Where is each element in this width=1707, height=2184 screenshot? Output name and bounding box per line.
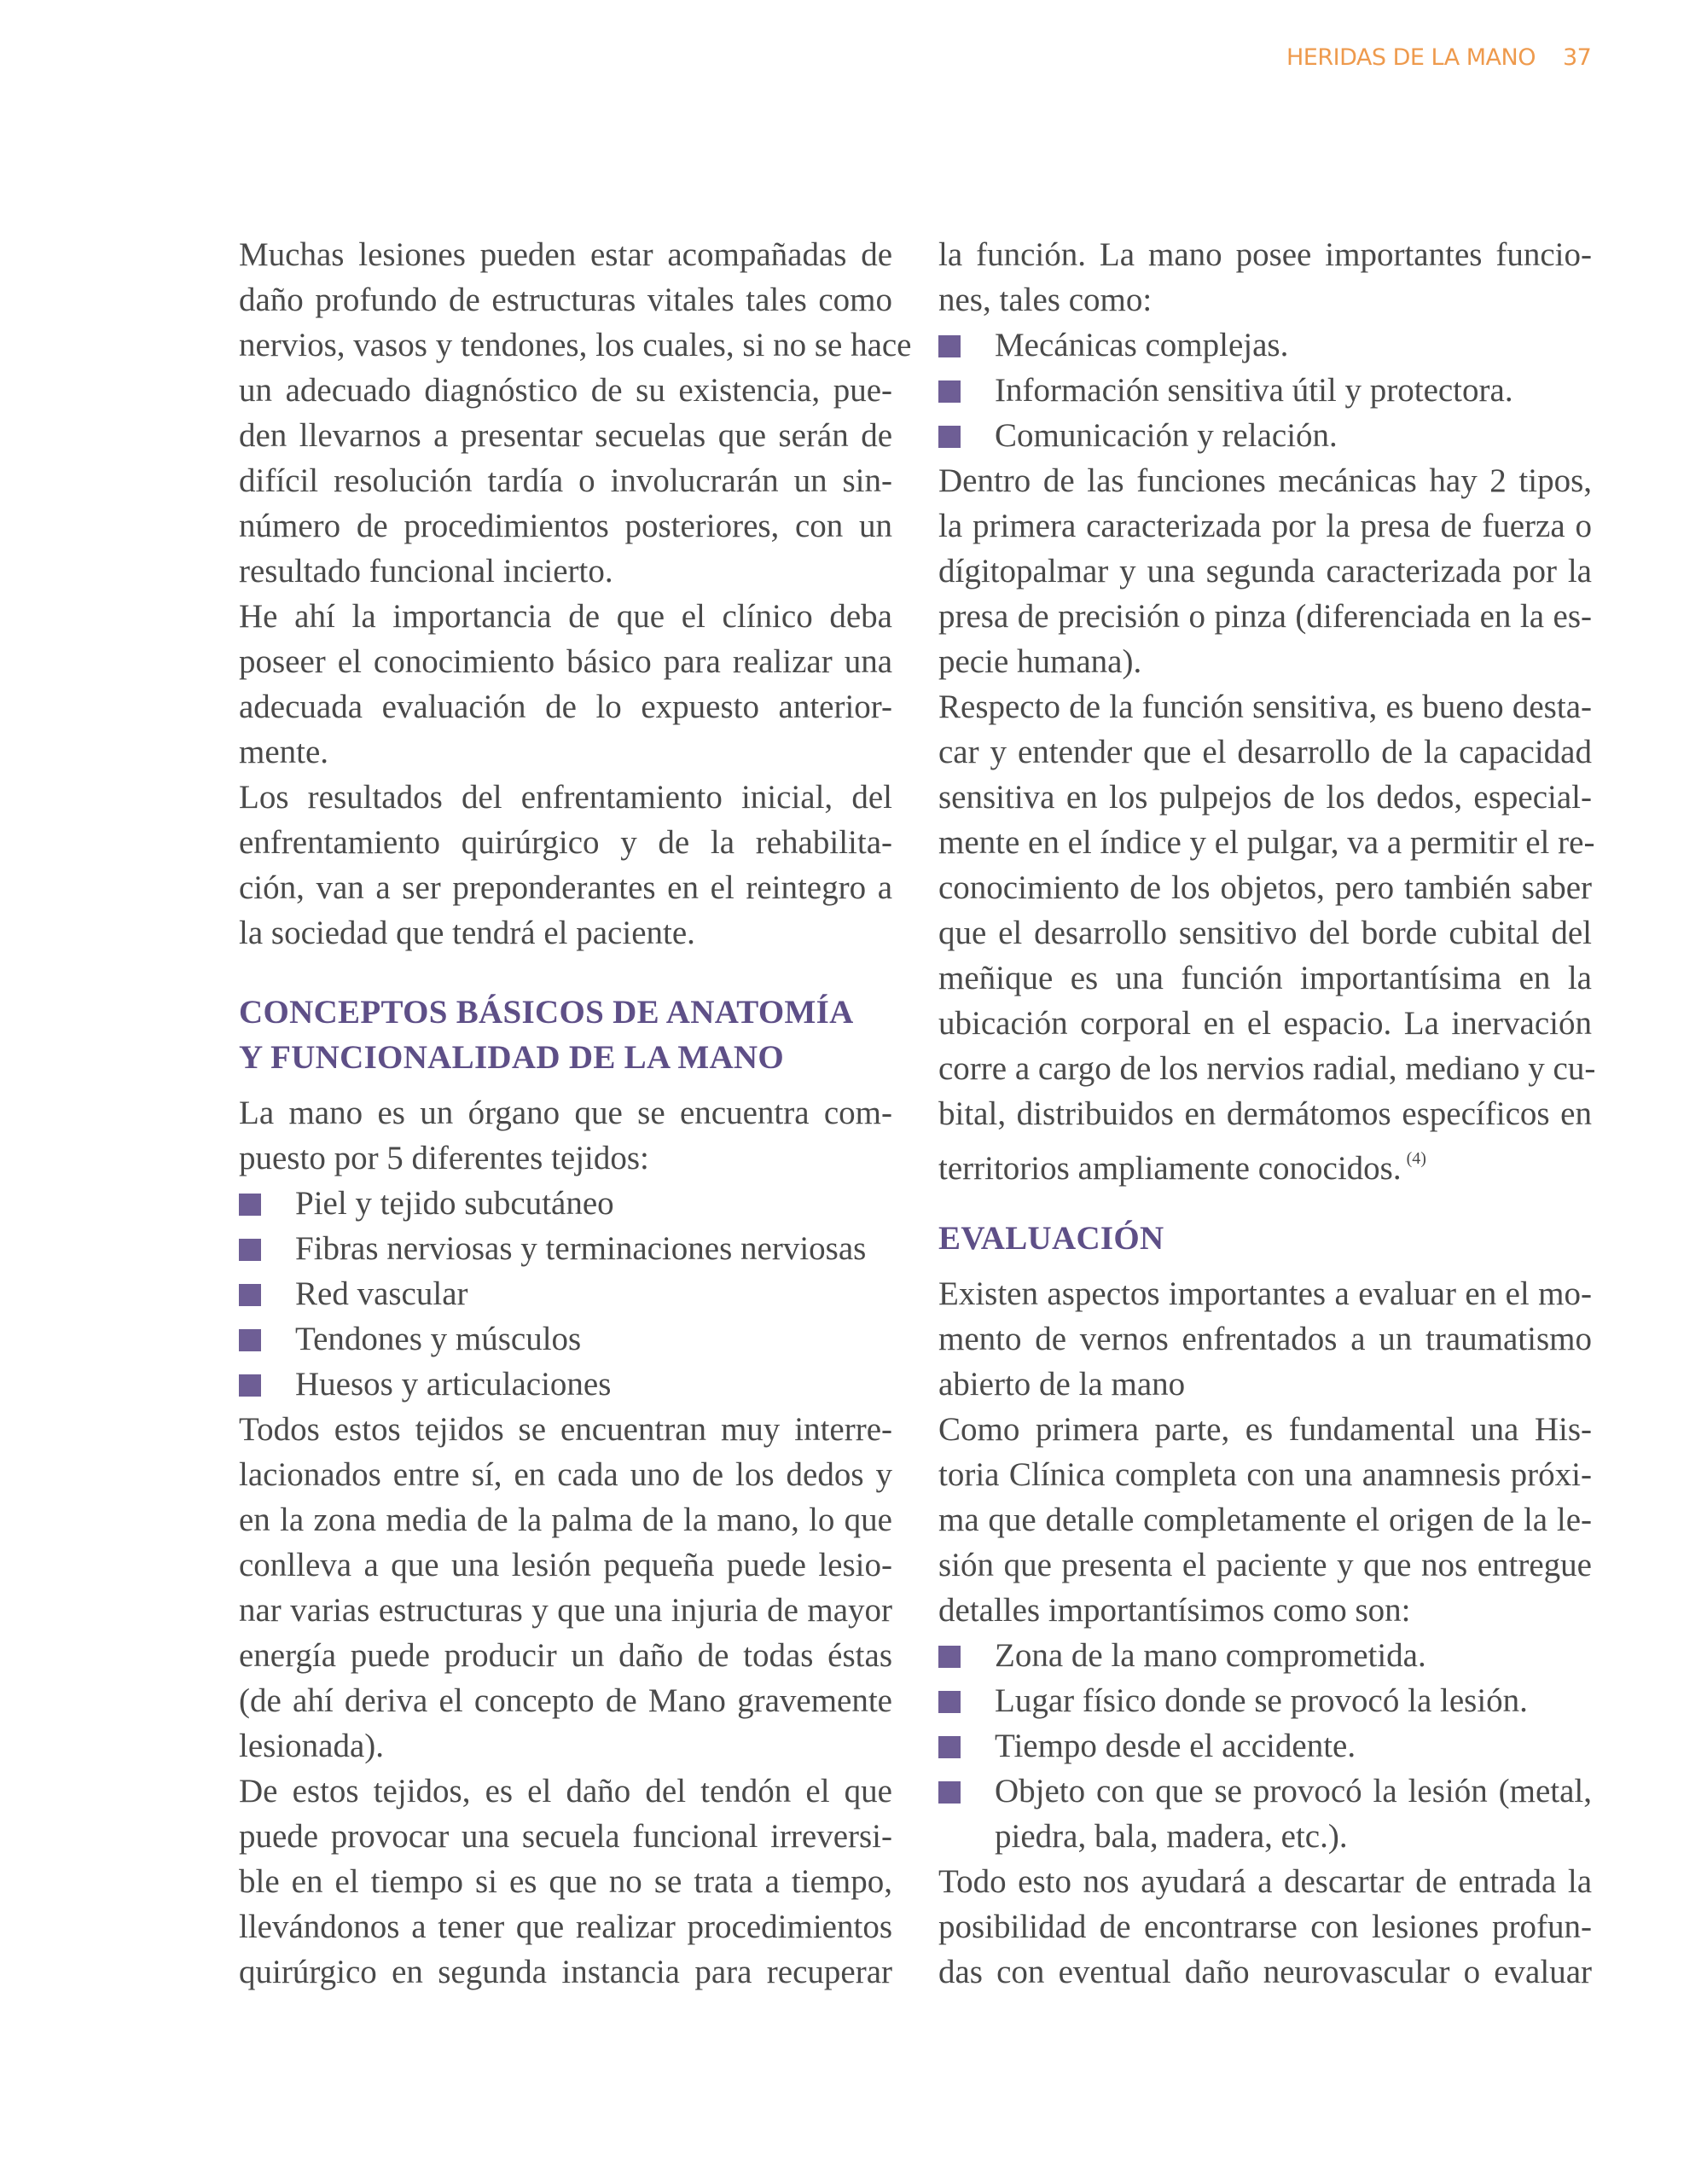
- text-line: mento de vernos enfrentados a un traumatismo: [938, 1321, 1592, 1357]
- text-line: bital, distribuidos en dermátomos específicos en: [938, 1095, 1592, 1132]
- list-item: [239, 1362, 892, 1407]
- text-line: puede provocar una secuela funcional irreversi-: [239, 1818, 892, 1855]
- text-line: daño profundo de estructuras vitales tales como: [239, 282, 892, 318]
- list-item: [239, 1226, 892, 1271]
- list-item-text: Tendones y músculos: [295, 1321, 582, 1357]
- square-bullet-icon: [239, 1374, 261, 1397]
- text-line: energía puede producir un daño de todas éstas: [239, 1637, 892, 1674]
- list-item: [938, 1769, 1592, 1814]
- list-item: [938, 1633, 1592, 1678]
- page-number: 37: [1563, 44, 1592, 71]
- paragraph-function: [938, 232, 1592, 322]
- list-item: [938, 368, 1592, 413]
- paragraph-tissues-intro: [239, 1090, 892, 1181]
- text-line: Respecto de la función sensitiva, es bueno desta-: [938, 688, 1592, 725]
- text-line: Todo esto nos ayudará a descartar de entrada la: [938, 1863, 1592, 1900]
- paragraph-clinical-history: [938, 1407, 1592, 1633]
- paragraph-importance: [239, 594, 892, 775]
- paragraph-sensitive: [938, 684, 1596, 1187]
- list-item: [239, 1271, 892, 1316]
- list-item-text: Huesos y articulaciones: [295, 1366, 612, 1403]
- text-line: conocimiento de los objetos, pero también saber: [938, 869, 1592, 906]
- text-line: poseer el conocimiento básico para realizar una: [239, 643, 892, 680]
- text-span: territorios ampliamente conocidos.: [938, 1150, 1402, 1187]
- paragraph-intro: [239, 232, 912, 594]
- text-line: [938, 1136, 1592, 1187]
- square-bullet-icon: [938, 380, 961, 403]
- text-line: detalles importantísimos como son:: [938, 1592, 1411, 1629]
- text-line: adecuada evaluación de lo expuesto anterior-: [239, 688, 892, 725]
- square-bullet-icon: [938, 1736, 961, 1758]
- text-line: un adecuado diagnóstico de su existencia, pue-: [239, 372, 892, 409]
- text-line: la primera caracterizada por la presa de fuerza o: [938, 508, 1592, 544]
- list-item-text: Mecánicas complejas.: [995, 327, 1289, 363]
- paragraph-tendon: [239, 1769, 892, 1995]
- text-line: Existen aspectos importantes a evaluar en el mo-: [938, 1275, 1592, 1312]
- list-item-text: Red vascular: [295, 1275, 468, 1312]
- section-heading-evaluation: EVALUACIÓN: [938, 1220, 1164, 1257]
- text-line: resultado funcional incierto.: [239, 553, 613, 590]
- running-header: [1280, 44, 1604, 78]
- text-line: sión que presenta el paciente y que nos entregue: [938, 1547, 1592, 1583]
- square-bullet-icon: [938, 335, 961, 357]
- right-column: [938, 232, 1596, 1995]
- text-line: puesto por 5 diferentes tejidos:: [239, 1140, 649, 1176]
- heading-line: CONCEPTOS BÁSICOS DE ANATOMÍA: [239, 994, 854, 1031]
- paragraph-conclusion: [938, 1859, 1592, 1995]
- text-line: Como primera parte, es fundamental una His-: [938, 1411, 1592, 1448]
- text-line: De estos tejidos, es el daño del tendón el que: [239, 1773, 892, 1809]
- text-line: número de procedimientos posteriores, con un: [239, 508, 892, 544]
- square-bullet-icon: [239, 1284, 261, 1306]
- list-item-text: Objeto con que se provocó la lesión (metal,: [995, 1773, 1592, 1809]
- text-line: lacionados entre sí, en cada uno de los dedos y: [239, 1456, 892, 1493]
- details-list: [938, 1633, 1592, 1859]
- list-item: [239, 1181, 892, 1226]
- text-line: quirúrgico en segunda instancia para recuperar: [239, 1954, 892, 1990]
- citation-reference: (4): [1406, 1149, 1426, 1168]
- text-line: Muchas lesiones pueden estar acompañadas de: [239, 236, 892, 273]
- text-line: meñique es una función importantísima en la: [938, 960, 1592, 996]
- heading-line: Y FUNCIONALIDAD DE LA MANO: [239, 1039, 785, 1076]
- text-line: que el desarrollo sensitivo del borde cubital del: [938, 915, 1592, 951]
- text-line: ubicación corporal en el espacio. La inervación: [938, 1005, 1592, 1042]
- list-item-text: Comunicación y relación.: [995, 417, 1338, 454]
- text-line: das con eventual daño neurovascular o evaluar: [938, 1954, 1592, 1990]
- list-item-text: Información sensitiva útil y protectora.: [995, 372, 1513, 409]
- text-line: conlleva a que una lesión pequeña puede lesio-: [239, 1547, 892, 1583]
- text-line: den llevarnos a presentar secuelas que serán de: [239, 417, 892, 454]
- text-line: toria Clínica completa con una anamnesis próxi-: [938, 1456, 1592, 1493]
- list-item-text: Tiempo desde el accidente.: [995, 1728, 1356, 1764]
- text-line: Todos estos tejidos se encuentran muy interre-: [239, 1411, 892, 1448]
- text-line: nar varias estructuras y que una injuria de mayor: [239, 1592, 892, 1629]
- square-bullet-icon: [239, 1194, 261, 1216]
- square-bullet-icon: [938, 1781, 961, 1804]
- text-line: lesionada).: [239, 1728, 385, 1764]
- text-line: Dentro de las funciones mecánicas hay 2 tipos,: [938, 462, 1592, 499]
- list-item: [239, 1316, 892, 1362]
- left-column: [239, 232, 912, 1995]
- text-line: (de ahí deriva el concepto de Mano gravemente: [239, 1682, 892, 1719]
- list-item: [938, 322, 1592, 368]
- text-line: posibilidad de encontrarse con lesiones profun-: [938, 1908, 1592, 1945]
- text-line: ma que detalle completamente el origen de la le-: [938, 1502, 1592, 1538]
- list-item-text: Piel y tejido subcutáneo: [295, 1185, 614, 1222]
- square-bullet-icon: [938, 1646, 961, 1668]
- square-bullet-icon: [239, 1329, 261, 1351]
- paragraph-results: [239, 775, 892, 956]
- text-line: mente en el índice y el pulgar, va a permitir el re-: [938, 824, 1595, 861]
- square-bullet-icon: [938, 1691, 961, 1713]
- text-line: nervios, vasos y tendones, los cuales, si no se hace: [239, 327, 912, 363]
- tissue-list: [239, 1181, 892, 1407]
- text-line: la sociedad que tendrá el paciente.: [239, 915, 695, 951]
- paragraph-mechanical: [938, 458, 1592, 684]
- list-item: [938, 1723, 1592, 1769]
- list-item-continuation: piedra, bala, madera, etc.).: [995, 1818, 1348, 1855]
- text-line: mente.: [239, 734, 329, 770]
- text-line: llevándonos a tener que realizar procedimientos: [239, 1908, 892, 1945]
- text-line: abierto de la mano: [938, 1366, 1186, 1403]
- text-line: Los resultados del enfrentamiento inicial, del: [239, 779, 892, 816]
- text-line: difícil resolución tardía o involucrarán un sin-: [239, 462, 892, 499]
- list-item: [938, 413, 1592, 458]
- text-line: presa de precisión o pinza (diferenciada en la es-: [938, 598, 1592, 635]
- text-line: en la zona media de la palma de la mano, lo que: [239, 1502, 892, 1538]
- text-line: sensitiva en los pulpejos de los dedos, especial-: [938, 779, 1592, 816]
- running-title: HERIDAS DE LA MANO: [1286, 44, 1536, 71]
- text-line: enfrentamiento quirúrgico y de la rehabilita-: [239, 824, 892, 861]
- list-item-text: Lugar físico donde se provocó la lesión.: [995, 1682, 1528, 1719]
- text-line: corre a cargo de los nervios radial, mediano y cu-: [938, 1050, 1596, 1087]
- list-item: [938, 1678, 1592, 1723]
- square-bullet-icon: [239, 1239, 261, 1261]
- text-line: He ahí la importancia de que el clínico deba: [239, 598, 892, 635]
- paragraph-evaluation-intro: [938, 1271, 1592, 1407]
- text-line: car y entender que el desarrollo de la capacidad: [938, 734, 1592, 770]
- text-line: ble en el tiempo si es que no se trata a tiempo,: [239, 1863, 892, 1900]
- text-line: dígitopalmar y una segunda caracterizada por la: [938, 553, 1592, 590]
- text-line: nes, tales como:: [938, 282, 1153, 318]
- square-bullet-icon: [938, 426, 961, 448]
- text-line: ción, van a ser preponderantes en el reintegro a: [239, 869, 892, 906]
- text-line: pecie humana).: [938, 643, 1142, 680]
- section-heading-anatomy: [239, 990, 892, 1080]
- list-item-text: Zona de la mano comprometida.: [995, 1637, 1426, 1674]
- function-list: [938, 322, 1592, 458]
- text-line: La mano es un órgano que se encuentra com-: [239, 1095, 892, 1131]
- text-line: la función. La mano posee importantes funcio-: [938, 236, 1592, 273]
- list-item-text: Fibras nerviosas y terminaciones nerviosas: [295, 1230, 867, 1267]
- paragraph-interrelation: [239, 1407, 892, 1769]
